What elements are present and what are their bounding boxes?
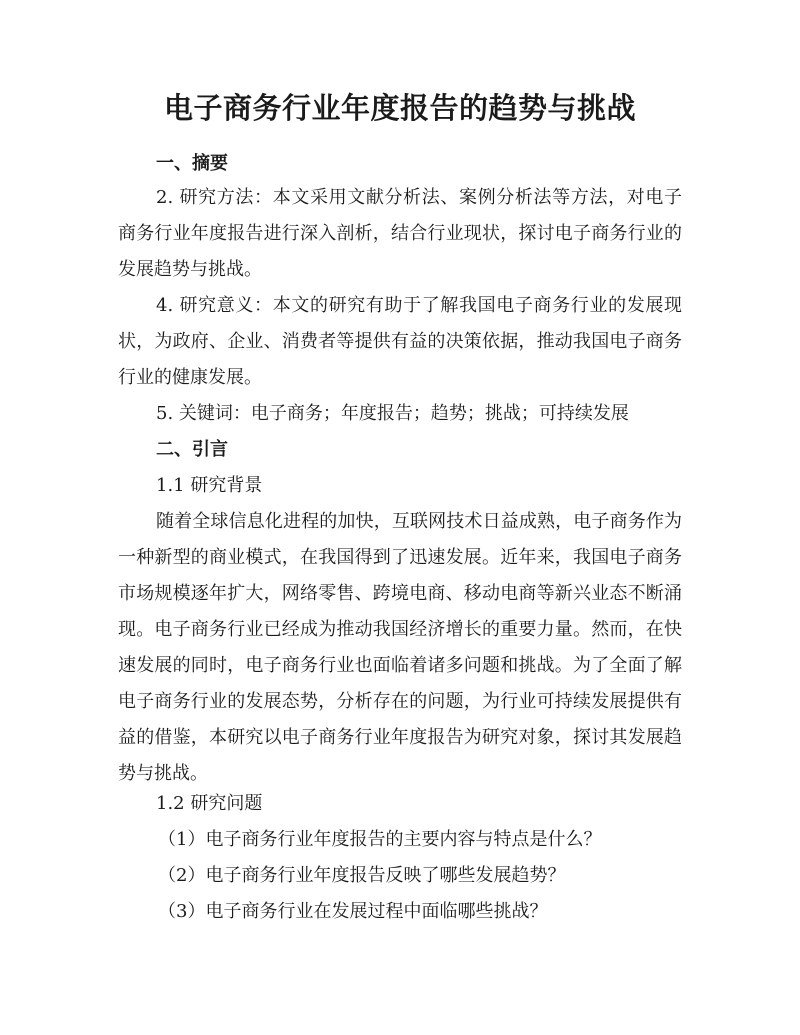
document-title: 电子商务行业年度报告的趋势与挑战 [163,91,636,125]
abstract-research-method: 2. 研究方法：本文采用文献分析法、案例分析法等方法，对电子商务行业年度报告进行深入剖析，结合行业现状，探讨电子商务行业的发展趋势与挑战。 [118,187,682,280]
research-background-body: 随着全球信息化进程的加快，互联网技术日益成熟，电子商务作为一种新型的商业模式，在我国得到了迅速发展。近年来，我国电子商务市场规模逐年扩大，网络零售、跨境电商、移动电商等新兴业态不断涌现。电子商务行业已经成为推动我国经济增长的重要力量。然而，在快速发展的同时，电子商务行业也面临着诸多问题和挑战。为了全面了解电子商务行业的发展态势，分析存在的问题，为行业可持续发展提供有益的借鉴，本研究以电子商务行业年度报告为研究对象，探讨其发展趋势与挑战。 [118,511,682,784]
abstract-research-significance: 4. 研究意义：本文的研究有助于了解我国电子商务行业的发展现状，为政府、企业、消费者等提供有益的决策依据，推动我国电子商务行业的健康发展。 [118,295,682,388]
research-question-2: （2）电子商务行业年度报告反映了哪些发展趋势？ [158,865,566,886]
abstract-keywords: 5. 关键词：电子商务；年度报告；趋势；挑战；可持续发展 [156,403,629,424]
research-question-3: （3）电子商务行业在发展过程中面临哪些挑战？ [158,901,548,922]
abstract-heading: 一、摘要 [156,153,228,174]
research-questions-heading: 1.2 研究问题 [156,793,263,814]
research-question-1: （1）电子商务行业年度报告的主要内容与特点是什么？ [158,829,602,850]
introduction-heading: 二、引言 [156,439,228,460]
research-background-heading: 1.1 研究背景 [156,475,263,496]
